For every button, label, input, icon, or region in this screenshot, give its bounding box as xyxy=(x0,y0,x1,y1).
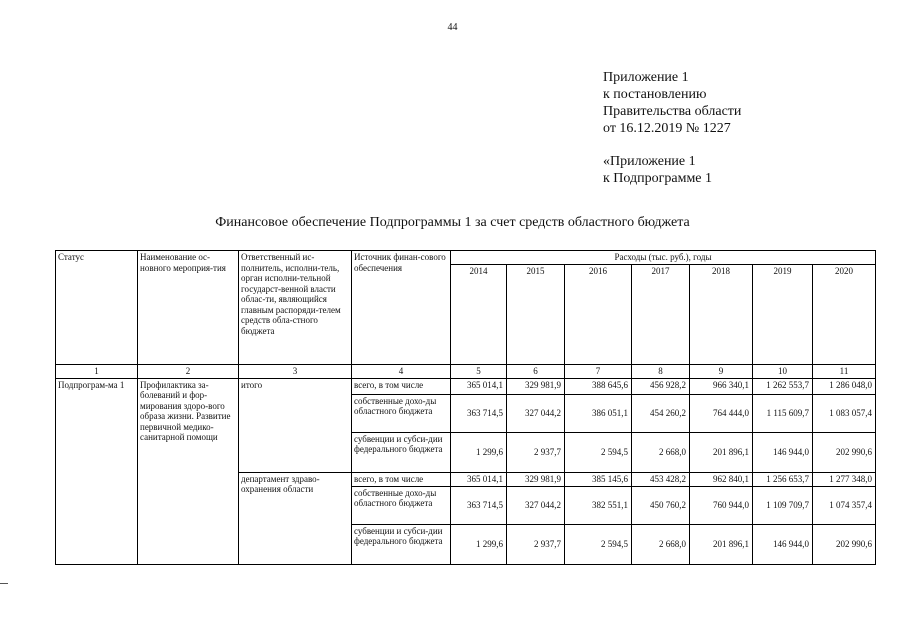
value-cell: 966 340,1 xyxy=(690,378,753,394)
appendix-line: к постановлению xyxy=(603,87,707,102)
finance-table xyxy=(55,250,876,565)
value-cell: 146 944,0 xyxy=(753,432,813,472)
value-cell: 1 286 048,0 xyxy=(813,378,876,394)
column-number: 10 xyxy=(753,365,813,379)
column-number: 4 xyxy=(352,365,451,379)
year-header: 2020 xyxy=(813,265,876,365)
source-cell: всего, в том числе xyxy=(352,472,451,486)
header-expenses: Расходы (тыс. руб.), годы xyxy=(451,251,876,265)
value-cell: 2 937,7 xyxy=(507,432,565,472)
source-cell: собственные дохо-ды областного бюджета xyxy=(352,394,451,432)
value-cell: 2 937,7 xyxy=(507,524,565,564)
appendix-note xyxy=(603,69,741,187)
column-number: 1 xyxy=(56,365,138,379)
status-cell: Подпрограм-ма 1 xyxy=(56,378,138,564)
value-cell: 365 014,1 xyxy=(451,378,507,394)
value-cell: 385 145,6 xyxy=(565,472,632,486)
year-header: 2017 xyxy=(632,265,690,365)
column-number: 3 xyxy=(239,365,352,379)
table-row xyxy=(56,378,876,394)
appendix-line: Приложение 1 xyxy=(603,70,689,85)
value-cell: 201 896,1 xyxy=(690,524,753,564)
appendix-line: к Подпрограмме 1 xyxy=(603,171,713,186)
value-cell: 1 109 709,7 xyxy=(753,486,813,524)
source-cell: всего, в том числе xyxy=(352,378,451,394)
margin-mark xyxy=(0,583,8,584)
value-cell: 1 299,6 xyxy=(451,524,507,564)
year-header: 2015 xyxy=(507,265,565,365)
value-cell: 388 645,6 xyxy=(565,378,632,394)
value-cell: 202 990,6 xyxy=(813,432,876,472)
value-cell: 329 981,9 xyxy=(507,378,565,394)
header-source: Источник финан-сового обеспечения xyxy=(352,251,451,365)
value-cell: 2 594,5 xyxy=(565,432,632,472)
page-number: 44 xyxy=(447,22,458,33)
value-cell: 1 299,6 xyxy=(451,432,507,472)
value-cell: 365 014,1 xyxy=(451,472,507,486)
column-number: 2 xyxy=(138,365,239,379)
column-number: 8 xyxy=(632,365,690,379)
responsible-cell: департамент здраво-охранения области xyxy=(239,472,352,564)
year-header: 2018 xyxy=(690,265,753,365)
value-cell: 327 044,2 xyxy=(507,486,565,524)
source-cell: субвенции и субси-дии федерального бюджета xyxy=(352,432,451,472)
value-cell: 764 444,0 xyxy=(690,394,753,432)
document-title: Финансовое обеспечение Подпрограммы 1 за счет средств областного бюджета xyxy=(215,215,690,230)
value-cell: 386 051,1 xyxy=(565,394,632,432)
responsible-cell: итого xyxy=(239,378,352,472)
year-header: 2019 xyxy=(753,265,813,365)
value-cell: 1 277 348,0 xyxy=(813,472,876,486)
year-header: 2016 xyxy=(565,265,632,365)
value-cell: 382 551,1 xyxy=(565,486,632,524)
value-cell: 450 760,2 xyxy=(632,486,690,524)
source-cell: субвенции и субси-дии федерального бюджета xyxy=(352,524,451,564)
appendix-line: от 16.12.2019 № 1227 xyxy=(603,121,731,136)
value-cell: 329 981,9 xyxy=(507,472,565,486)
column-number: 5 xyxy=(451,365,507,379)
value-cell: 202 990,6 xyxy=(813,524,876,564)
source-cell: собственные дохо-ды областного бюджета xyxy=(352,486,451,524)
value-cell: 456 928,2 xyxy=(632,378,690,394)
value-cell: 1 262 553,7 xyxy=(753,378,813,394)
column-number: 11 xyxy=(813,365,876,379)
value-cell: 363 714,5 xyxy=(451,394,507,432)
column-number: 6 xyxy=(507,365,565,379)
value-cell: 146 944,0 xyxy=(753,524,813,564)
activity-cell: Профилактика за-болеваний и фор-мирования здоро-вого образа жизни. Развитие первичной медико-санитарной помощи xyxy=(138,378,239,564)
value-cell: 1 115 609,7 xyxy=(753,394,813,432)
value-cell: 327 044,2 xyxy=(507,394,565,432)
value-cell: 2 594,5 xyxy=(565,524,632,564)
value-cell: 962 840,1 xyxy=(690,472,753,486)
value-cell: 1 074 357,4 xyxy=(813,486,876,524)
header-status: Статус xyxy=(56,251,138,365)
appendix-line: Правительства области xyxy=(603,104,742,119)
year-header: 2014 xyxy=(451,265,507,365)
value-cell: 454 260,2 xyxy=(632,394,690,432)
header-activity: Наименование ос-новного мероприя-тия xyxy=(138,251,239,365)
value-cell: 453 428,2 xyxy=(632,472,690,486)
value-cell: 363 714,5 xyxy=(451,486,507,524)
appendix-line: «Приложение 1 xyxy=(603,154,696,169)
value-cell: 2 668,0 xyxy=(632,432,690,472)
column-number: 9 xyxy=(690,365,753,379)
value-cell: 1 083 057,4 xyxy=(813,394,876,432)
column-number: 7 xyxy=(565,365,632,379)
value-cell: 1 256 653,7 xyxy=(753,472,813,486)
value-cell: 760 944,0 xyxy=(690,486,753,524)
value-cell: 2 668,0 xyxy=(632,524,690,564)
header-responsible: Ответственный ис-полнитель, исполни-тель, орган исполни-тельной государст-венной власти облас-ти, являющийся главным распоряди-телем средств обла-стного бюджета xyxy=(239,251,352,365)
value-cell: 201 896,1 xyxy=(690,432,753,472)
